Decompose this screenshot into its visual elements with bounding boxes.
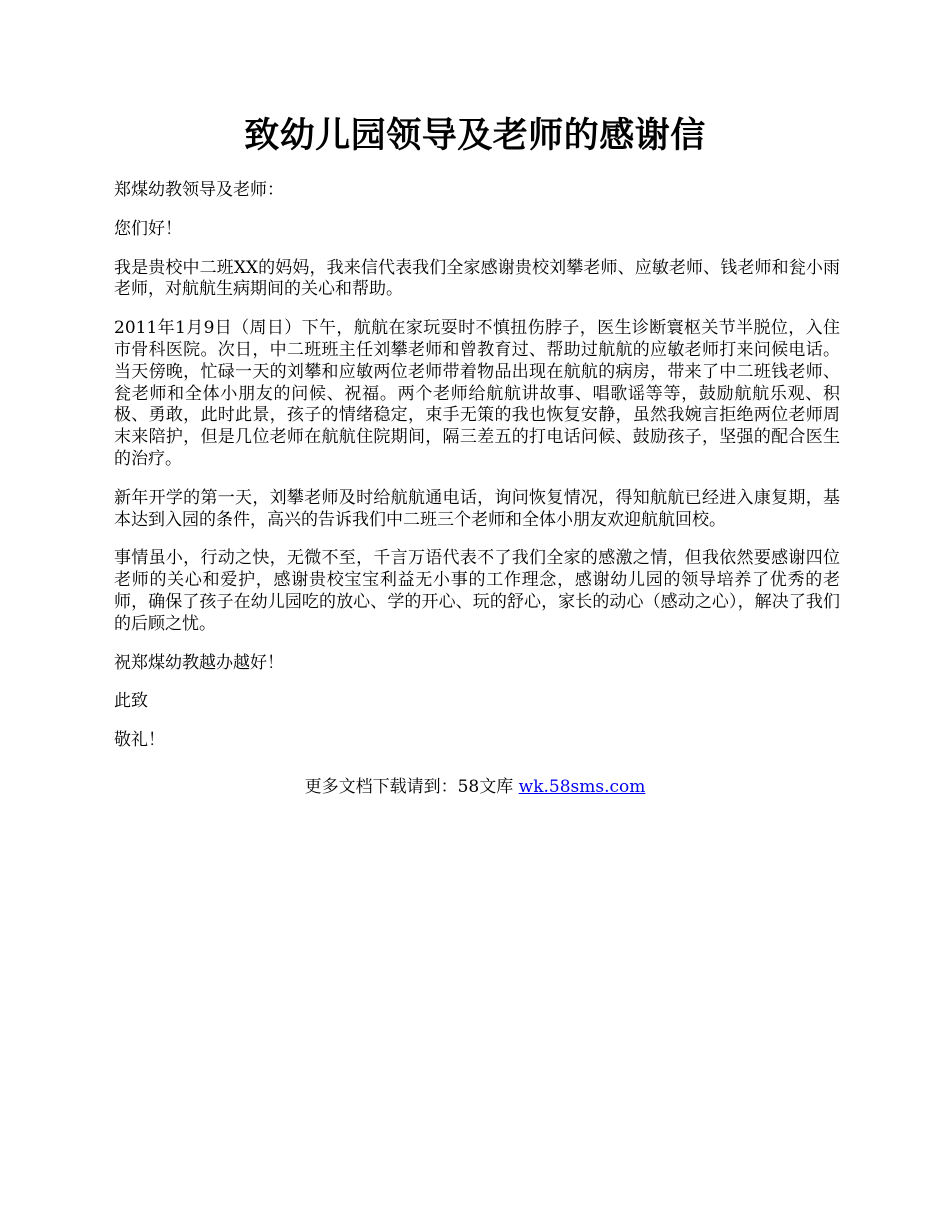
download-footer bbox=[0, 776, 950, 798]
wish-line: 祝郑煤幼教越办越好！ bbox=[114, 652, 284, 673]
paragraph-2: 2011年1月9日（周日）下午，航航在家玩耍时不慎扭伤脖子，医生诊断寰枢关节半脱位，入住市骨科医院。次日，中二班班主任刘攀老师和曾教育过、帮助过航航的应敏老师打来问候电话。当天傍晚，忙碌一天的刘攀和应敏两位老师带着物品出现在航航的病房，带来了中二班钱老师、瓮老师和全体小朋友的问候、祝福。两个老师给航航讲故事、唱歌谣等等，鼓励航航乐观、积极、勇敢，此时此景，孩子的情绪稳定，束手无策的我也恢复安静，虽然我婉言拒绝两位老师周末来陪护，但是几位老师在航航住院期间，隔三差五的打电话问候、鼓励孩子，坚强的配合医生的治疗。 bbox=[114, 318, 840, 469]
letter-body bbox=[114, 180, 840, 769]
document-title: 致幼儿园领导及老师的感谢信 bbox=[244, 115, 706, 156]
paragraph-3: 新年开学的第一天，刘攀老师及时给航航通电话，询问恢复情况，得知航航已经进入康复期，基本达到入园的条件，高兴的告诉我们中二班三个老师和全体小朋友欢迎航航回校。 bbox=[114, 487, 840, 530]
closing-line-1: 此致 bbox=[114, 691, 148, 712]
greeting: 您们好！ bbox=[114, 218, 182, 239]
paragraph-1: 我是贵校中二班XX的妈妈，我来信代表我们全家感谢贵校刘攀老师、应敏老师、钱老师和瓮小雨老师，对航航生病期间的关心和帮助。 bbox=[114, 257, 840, 300]
footer-prefix: 更多文档下载请到：58文库 bbox=[304, 777, 514, 797]
paragraph-4: 事情虽小，行动之快，无微不至，千言万语代表不了我们全家的感激之情，但我依然要感谢四位老师的关心和爱护，感谢贵校宝宝利益无小事的工作理念，感谢幼儿园的领导培养了优秀的老师，确保了孩子在幼儿园吃的放心、学的开心、玩的舒心，家长的动心（感动之心），解决了我们的后顾之忧。 bbox=[114, 548, 840, 634]
closing-line-2: 敬礼！ bbox=[114, 730, 165, 751]
salutation: 郑煤幼教领导及老师： bbox=[114, 180, 284, 200]
footer-link[interactable]: wk.58sms.com bbox=[518, 777, 646, 797]
